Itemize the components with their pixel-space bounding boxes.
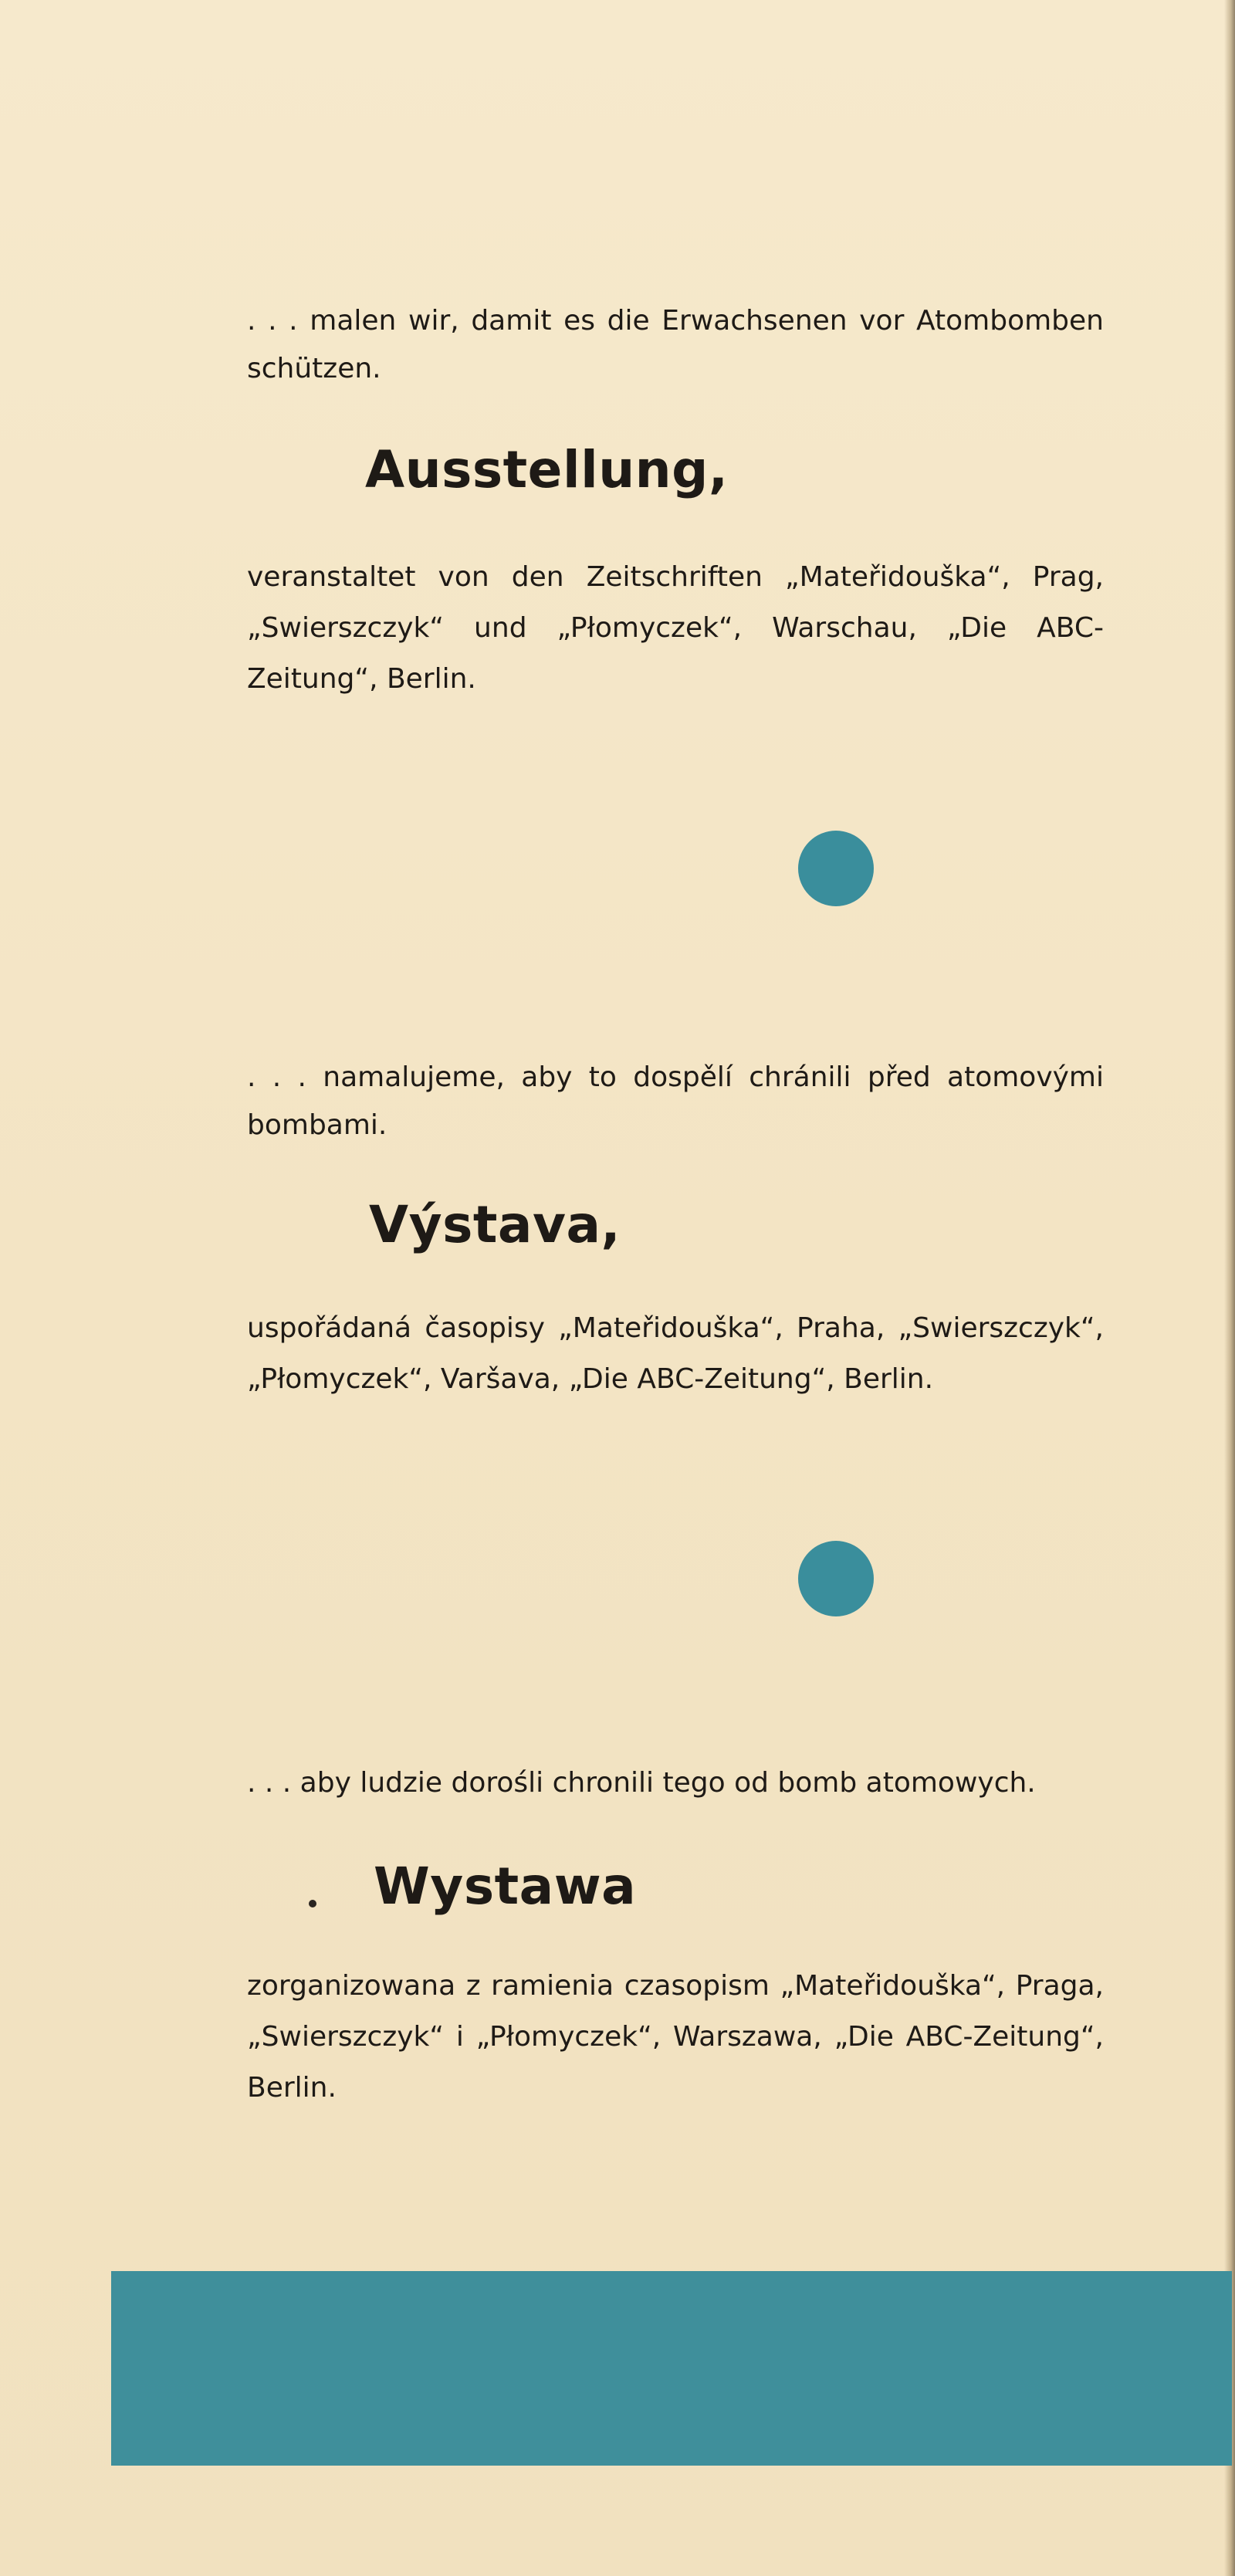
czech-body: uspořádaná časopisy „Mateřidouška“, Praha, „Swierszczyk“, „Płomyczek“, Varšava, „Die ABC-Zeitung“, Berlin. — [247, 1312, 1104, 1395]
teal-footer-bar — [111, 2271, 1232, 2466]
german-lead: . . . malen wir, damit es die Erwachsenen vor Atombomben schützen. — [247, 305, 1104, 384]
section-german-body — [247, 552, 1104, 705]
section-german — [247, 297, 1104, 393]
section-czech — [247, 1054, 1104, 1149]
teal-dot-2 — [798, 1541, 874, 1616]
teal-dot-1 — [798, 831, 874, 906]
section-polish-body — [247, 1961, 1104, 2114]
section-czech-body — [247, 1303, 1104, 1405]
czech-heading: Výstava, — [369, 1195, 621, 1254]
german-heading: Ausstellung, — [365, 440, 729, 499]
polish-lead: . . . aby ludzie dorośli chronili tego od bomb atomowych. — [247, 1767, 1036, 1799]
ink-speck — [309, 1900, 316, 1907]
czech-lead: . . . namalujeme, aby to dospělí chránili před atomovými bombami. — [247, 1061, 1104, 1141]
polish-heading: Wystawa — [374, 1857, 637, 1916]
polish-body: zorganizowana z ramienia czasopism „Mateřidouška“, Praga, „Swierszczyk“ i „Płomyczek“, Warszawa, „Die ABC-Zeitung“, Berlin. — [247, 1970, 1104, 2104]
german-body: veranstaltet von den Zeitschriften „Mateřidouška“, Prag, „Swierszczyk“ und „Płomyczek“, Warschau, „Die ABC-Zeitung“, Berlin. — [247, 561, 1104, 695]
page-edge-shadow — [1224, 0, 1235, 2576]
section-polish — [247, 1759, 1104, 1807]
